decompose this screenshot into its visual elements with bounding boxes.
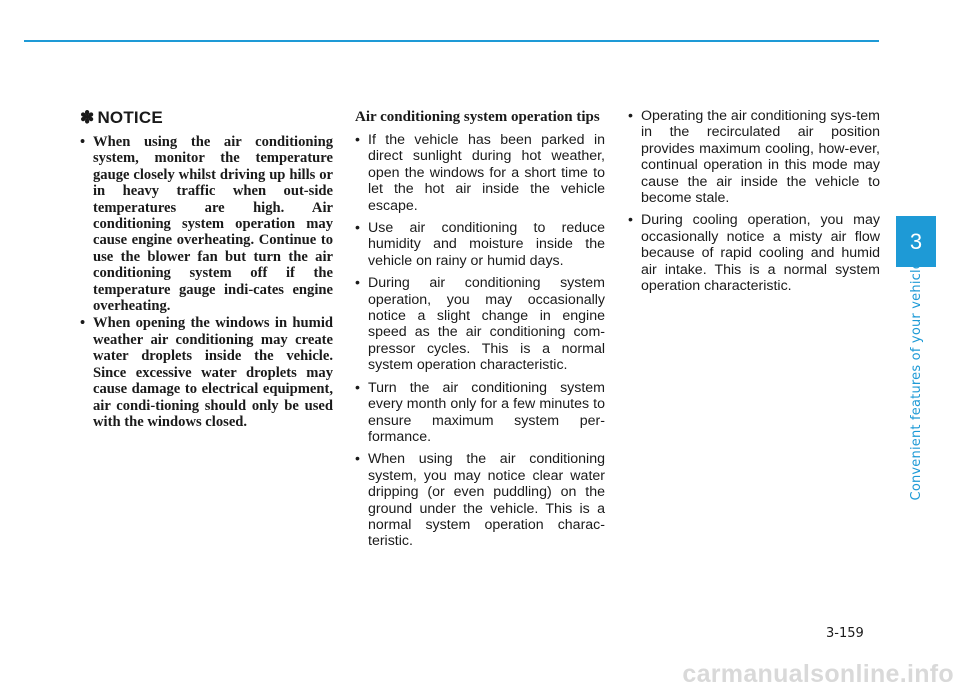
tips-list-continued — [628, 108, 880, 294]
notice-heading — [80, 108, 333, 128]
tip-item: • During cooling operation, you may occasionally notice a misty air flow because of rapid cooling and humid air intake. This is a normal system operation characteristic. — [628, 212, 880, 294]
notice-star-icon: ✽ — [80, 108, 95, 127]
notice-item: • When opening the windows in humid weather air conditioning may create water droplets inside the vehicle. Since excessive water droplets may cause damage to electrical equipment, air condi-tioning should only be used with the windows closed. — [80, 315, 333, 430]
notice-title: NOTICE — [97, 108, 163, 127]
tips-heading: Air conditioning system operation tips — [355, 109, 600, 125]
chapter-number: 3 — [909, 228, 923, 254]
chapter-number-tab — [896, 216, 936, 267]
chapter-title-vertical — [903, 260, 929, 501]
page-number: 3-159 — [826, 626, 864, 641]
tip-item: • Turn the air conditioning system every month only for a few minutes to ensure maximum system per-formance. — [355, 380, 605, 446]
column-tips-continued — [628, 106, 880, 300]
column-notice — [80, 106, 333, 431]
header-rule — [24, 40, 879, 42]
tip-item: • Use air conditioning to reduce humidity and moisture inside the vehicle on rainy or humid days. — [355, 220, 605, 269]
tip-item: • During air conditioning system operation, you may occasionally notice a slight change in engine speed as the air conditioning com-pressor cycles. This is a normal system operation characteristic. — [355, 275, 605, 373]
site-watermark: carmanualsonline.info — [682, 660, 954, 688]
column-tips — [355, 106, 605, 556]
notice-list — [80, 134, 333, 430]
tips-list — [355, 132, 605, 550]
notice-item: • When using the air conditioning system, monitor the temperature gauge closely whilst driving up hills or in heavy traffic when out-side temperatures are high. Air conditioning system operation may cause engine overheating. Continue to use the blower fan but turn the air conditioning system off if the temperature gauge indi-cates engine overheating. — [80, 134, 333, 314]
tip-item: • If the vehicle has been parked in direct sunlight during hot weather, open the windows for a short time to let the hot air inside the vehicle escape. — [355, 132, 605, 214]
tip-item: • Operating the air conditioning sys-tem in the recirculated air position provides maximum cooling, how-ever, continual operation in this mode may cause the air inside the vehicle to become stale. — [628, 108, 880, 206]
tip-item: • When using the air conditioning system, you may notice clear water dripping (or even puddling) on the ground under the vehicle. This is a normal system operation charac-teristic. — [355, 451, 605, 549]
chapter-title: Convenient features of your vehicle — [908, 260, 924, 501]
